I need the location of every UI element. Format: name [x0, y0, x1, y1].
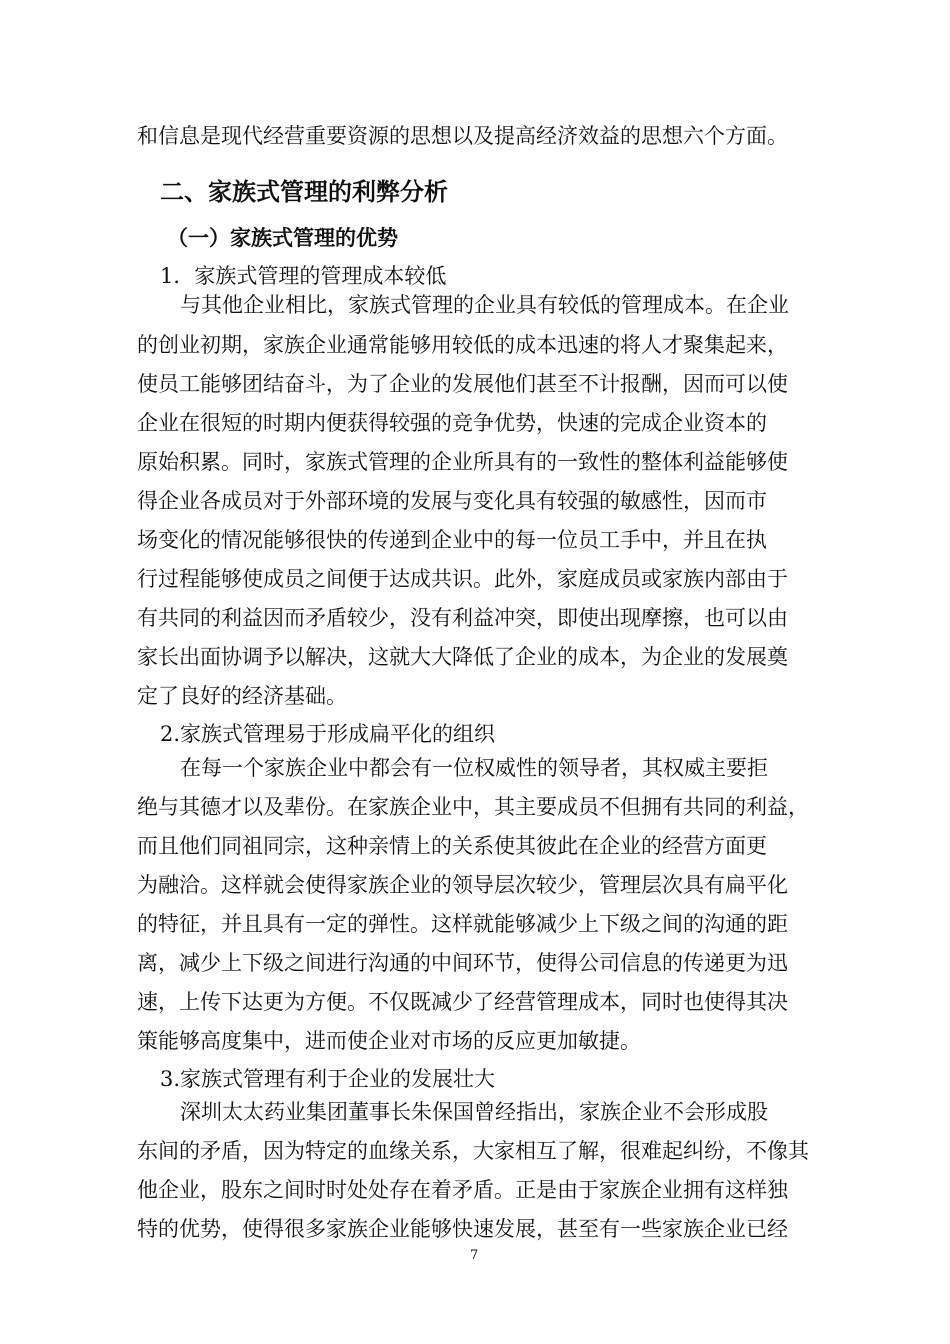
paragraph-line: 绝与其德才以及辈份。在家族企业中，其主要成员不但拥有共同的利益，: [137, 795, 809, 819]
paragraph-line: 的创业初期，家族企业通常能够用较低的成本迅速的将人才聚集起来，: [137, 333, 788, 357]
paragraph-line: 而且他们同祖同宗，这种亲情上的关系使其彼此在企业的经营方面更: [137, 834, 767, 858]
paragraph-line: 原始积累。同时，家族式管理的企业所具有的一致性的整体利益能够使: [137, 450, 788, 474]
paragraph-line: 行过程能够使成员之间便于达成共识。此外，家庭成员或家族内部由于: [137, 567, 788, 591]
paragraph-line: 场变化的情况能够很快的传递到企业中的每一位员工手中，并且在执: [137, 528, 767, 552]
paragraph-line: 东间的矛盾，因为特定的血缘关系，大家相互了解，很难起纠纷，不像其: [137, 1139, 809, 1163]
paragraph-line: 的特征，并且具有一定的弹性。这样就能够减少上下级之间的沟通的距: [137, 912, 788, 936]
subsection-heading: （一）家族式管理的优势: [167, 226, 398, 250]
paragraph-line: 离，减少上下级之间进行沟通的中间环节，使得公司信息的传递更为迅: [137, 951, 788, 975]
section-heading: 二、家族式管理的利弊分析: [160, 178, 448, 206]
paragraph-line: 为融洽。这样就会使得家族企业的领导层次较少，管理层次具有扁平化: [137, 873, 788, 897]
page-number: 7: [470, 1248, 479, 1263]
paragraph-line: 定了良好的经济基础。: [137, 684, 347, 708]
paragraph-line: 速，上传下达更为方便。不仅既减少了经营管理成本，同时也使得其决: [137, 990, 788, 1014]
paragraph-line: 家长出面协调予以解决，这就大大降低了企业的成本，为企业的发展奠: [137, 645, 788, 669]
paragraph-line: 他企业，股东之间时时处处存在着矛盾。正是由于家族企业拥有这样独: [137, 1178, 788, 1202]
paragraph-line: 与其他企业相比，家族式管理的企业具有较低的管理成本。在企业: [180, 293, 789, 317]
paragraph-line: 和信息是现代经营重要资源的思想以及提高经济效益的思想六个方面。: [137, 124, 788, 148]
paragraph-line: 企业在很短的时期内便获得较强的竞争优势，快速的完成企业资本的: [137, 411, 767, 435]
paragraph-line: 有共同的利益因而矛盾较少，没有利益冲突，即使出现摩擦，也可以由: [137, 606, 788, 630]
paragraph-line: 深圳太太药业集团董事长朱保国曾经指出，家族企业不会形成股: [180, 1100, 768, 1124]
item-heading-2: 2.家族式管理易于形成扁平化的组织: [160, 722, 496, 746]
paragraph-line: 在每一个家族企业中都会有一位权威性的领导者，其权威主要拒: [180, 756, 768, 780]
paragraph-line: 策能够高度集中，进而使企业对市场的反应更加敏捷。: [137, 1029, 641, 1053]
paragraph-line: 使员工能够团结奋斗，为了企业的发展他们甚至不计报酬，因而可以使: [137, 372, 788, 396]
paragraph-line: 特的优势，使得很多家族企业能够快速发展，甚至有一些家族企业已经: [137, 1217, 788, 1241]
item-heading-1: 1．家族式管理的管理成本较低: [160, 264, 447, 288]
paragraph-line: 得企业各成员对于外部环境的发展与变化具有较强的敏感性，因而市: [137, 489, 767, 513]
item-heading-3: 3.家族式管理有利于企业的发展壮大: [160, 1067, 496, 1091]
